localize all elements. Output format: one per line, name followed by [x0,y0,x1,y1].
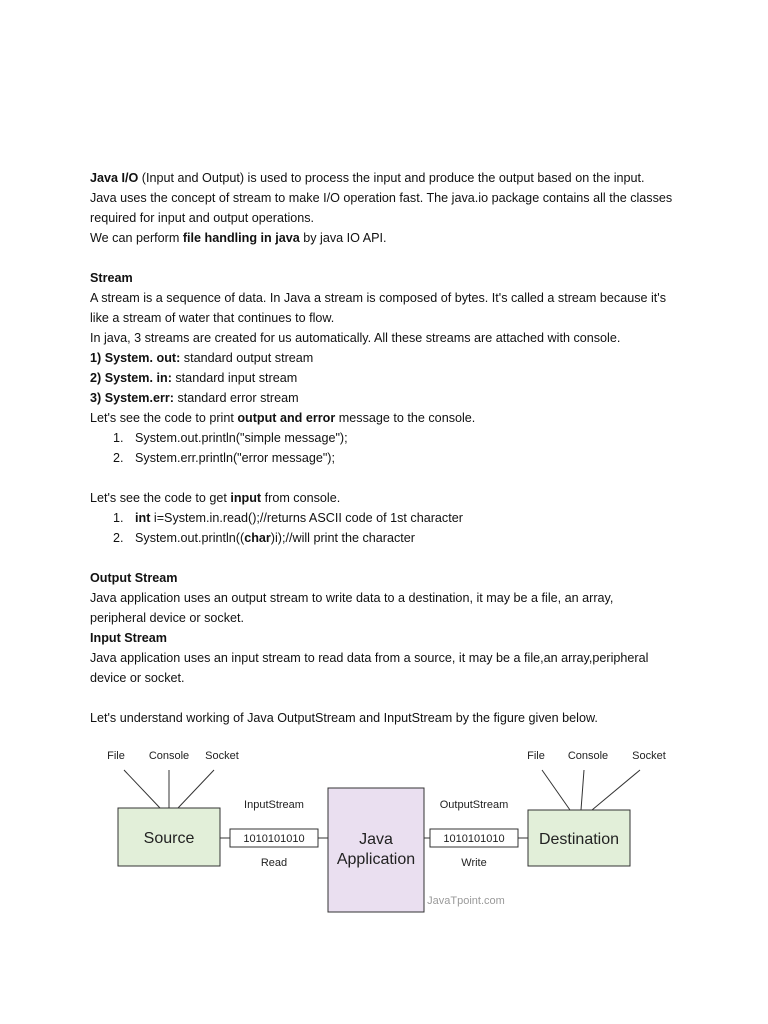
io-stream-diagram-svg [96,742,676,922]
code2-pre: Let's see the code to get [90,491,231,505]
code-keyword: int [135,511,151,525]
left-socket-label: Socket [205,750,239,762]
code-text: System.out.println("simple message"); [135,431,348,445]
output-stream-l1: Java application uses an output stream to write data to a destination, it may be a file, an array, [90,591,614,605]
code-list-item [90,508,690,528]
bits-right: 1010101010 [443,833,505,845]
intro-line-3: required for input and output operations. [90,211,315,225]
input-stream-heading-text: Input Stream [90,631,167,645]
right-socket-label: Socket [632,750,666,762]
code-text: )i);//will print the character [270,531,415,545]
left-console-label: Console [148,750,190,762]
stream-item-bold: 1) System. out: [90,351,181,365]
stream-heading [90,268,690,288]
stream-item-text: standard error stream [174,391,299,405]
input-stream-l1: Java application uses an input stream to read data from a source, it may be a file,an array,peripheral [90,651,649,665]
intro-bold: Java I/O [90,171,139,185]
stream-item-bold: 3) System.err: [90,391,174,405]
spacer [90,468,690,488]
input-stream-heading [90,628,690,648]
spacer [90,688,690,708]
output-stream-l2: peripheral device or socket. [90,611,245,625]
java-application-box [328,788,424,912]
input-stream-l2: device or socket. [90,671,185,685]
code1-pre: Let's see the code to print [90,411,238,425]
code-list-item [90,448,690,468]
code2-bold: input [230,491,262,505]
app-label-line2: Application [336,851,416,868]
spacer [90,548,690,568]
right-console-label: Console [567,750,609,762]
connector-line [592,770,640,810]
stream-item-text: standard input stream [171,371,298,385]
output-stream-label: OutputStream [439,799,509,811]
list-number: 2. [113,531,124,545]
input-stream-label: InputStream [244,799,304,811]
code-keyword: char [244,531,271,545]
bits-left: 1010101010 [243,833,305,845]
list-number: 2. [113,451,124,465]
intro-l4-post: by java IO API. [299,231,387,245]
write-label: Write [461,857,487,869]
intro-line-2: Java uses the concept of stream to make I/O operation fast. The java.io package contains all the classes [90,191,673,205]
list-number: 1. [113,431,124,445]
stream-item [90,388,690,408]
connector-line [542,770,570,810]
figure-intro: Let's understand working of Java OutputStream and InputStream by the figure given below. [90,711,598,725]
code2-intro [90,488,690,508]
intro-l4-bold: file handling in java [182,231,300,245]
list-number: 1. [113,511,124,525]
read-label: Read [260,857,288,869]
intro-l4-pre: We can perform [90,231,183,245]
intro-line-4 [90,228,690,248]
code1-intro [90,408,690,428]
output-stream-heading-text: Output Stream [90,571,178,585]
code1-bold: output and error [237,411,336,425]
destination-label: Destination [538,831,620,848]
intro-line-1 [90,168,690,188]
code-list-item [90,428,690,448]
connector-line [581,770,584,810]
code-text: i=System.in.read();//returns ASCII code of 1st character [150,511,463,525]
document-body [90,168,690,728]
source-label: Source [143,830,195,847]
connector-line [178,770,214,808]
output-stream-heading [90,568,690,588]
javatpoint-watermark: JavaTpoint.com [427,895,505,907]
code-list-item [90,528,690,548]
spacer [90,248,690,268]
code-text: System.out.println(( [135,531,245,545]
stream-p1: A stream is a sequence of data. In Java a stream is composed of bytes. It's called a stream because it's [90,291,667,305]
connector-line [124,770,160,808]
stream-item-text: standard output stream [180,351,314,365]
left-file-label: File [107,750,125,762]
right-file-label: File [527,750,545,762]
stream-item [90,348,690,368]
stream-p2: like a stream of water that continues to flow. [90,311,335,325]
io-stream-diagram [96,742,676,922]
stream-item [90,368,690,388]
stream-heading-text: Stream [90,271,133,285]
stream-p3: In java, 3 streams are created for us automatically. All these streams are attached with console. [90,331,621,345]
code-text: System.err.println("error message"); [135,451,335,465]
intro-text: (Input and Output) is used to process the input and produce the output based on the input. [138,171,645,185]
code1-post: message to the console. [335,411,476,425]
app-label-line1: Java [359,831,393,848]
code2-post: from console. [261,491,341,505]
stream-item-bold: 2) System. in: [90,371,172,385]
